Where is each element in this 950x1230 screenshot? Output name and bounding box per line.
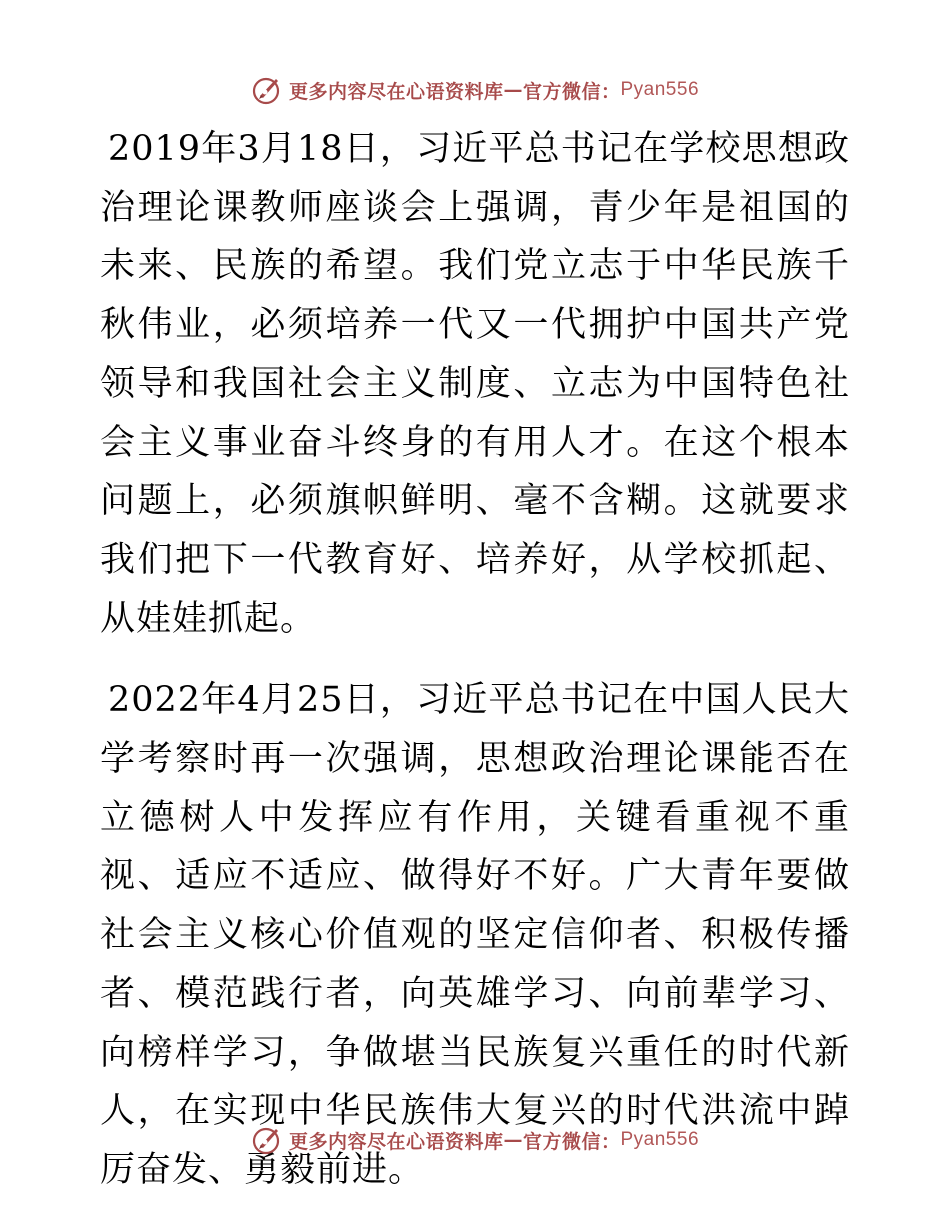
quill-pen-seal-icon [251, 1124, 283, 1156]
quill-pen-seal-icon [251, 74, 283, 106]
paragraph-2019: 2019年3月18日，习近平总书记在学校思想政治理论课教师座谈会上强调，青少年是祖国的未来、民族的希望。我们党立志于中华民族千秋伟业，必须培养一代又一代拥护中国共产党领导和我国社会主义制度、立志为中国特色社会主义事业奋斗终身的有用人才。在这个根本问题上，必须旗帜鲜明、毫不含糊。这就要求我们把下一代教育好、培养好，从学校抓起、从娃娃抓起。 [100, 129, 850, 639]
watermark-wechat-id: Pyan556 [620, 79, 700, 100]
footer-watermark [0, 1122, 950, 1158]
document-body [100, 120, 850, 1200]
watermark-separator: — [503, 1129, 523, 1151]
header-watermark [0, 72, 950, 108]
watermark-wechat-label: 官方微信： [522, 80, 621, 103]
watermark-wechat-label: 官方微信： [522, 1130, 621, 1153]
watermark-separator: — [503, 79, 523, 101]
watermark-wechat-id: Pyan556 [620, 1129, 700, 1150]
watermark-brand-text: 更多内容尽在心语资料库 [288, 1130, 504, 1153]
watermark-brand-text: 更多内容尽在心语资料库 [288, 80, 504, 103]
paragraph-2022: 2022年4月25日，习近平总书记在中国人民大学考察时再一次强调，思想政治理论课能否在立德树人中发挥应有作用，关键看重视不重视、适应不适应、做得好不好。广大青年要做社会主义核心价值观的坚定信仰者、积极传播者、模范践行者，向英雄学习、向前辈学习、向榜样学习，争做堪当民族复兴重任的时代新人，在实现中华民族伟大复兴的时代洪流中踔厉奋发、勇毅前进。 [100, 680, 850, 1190]
